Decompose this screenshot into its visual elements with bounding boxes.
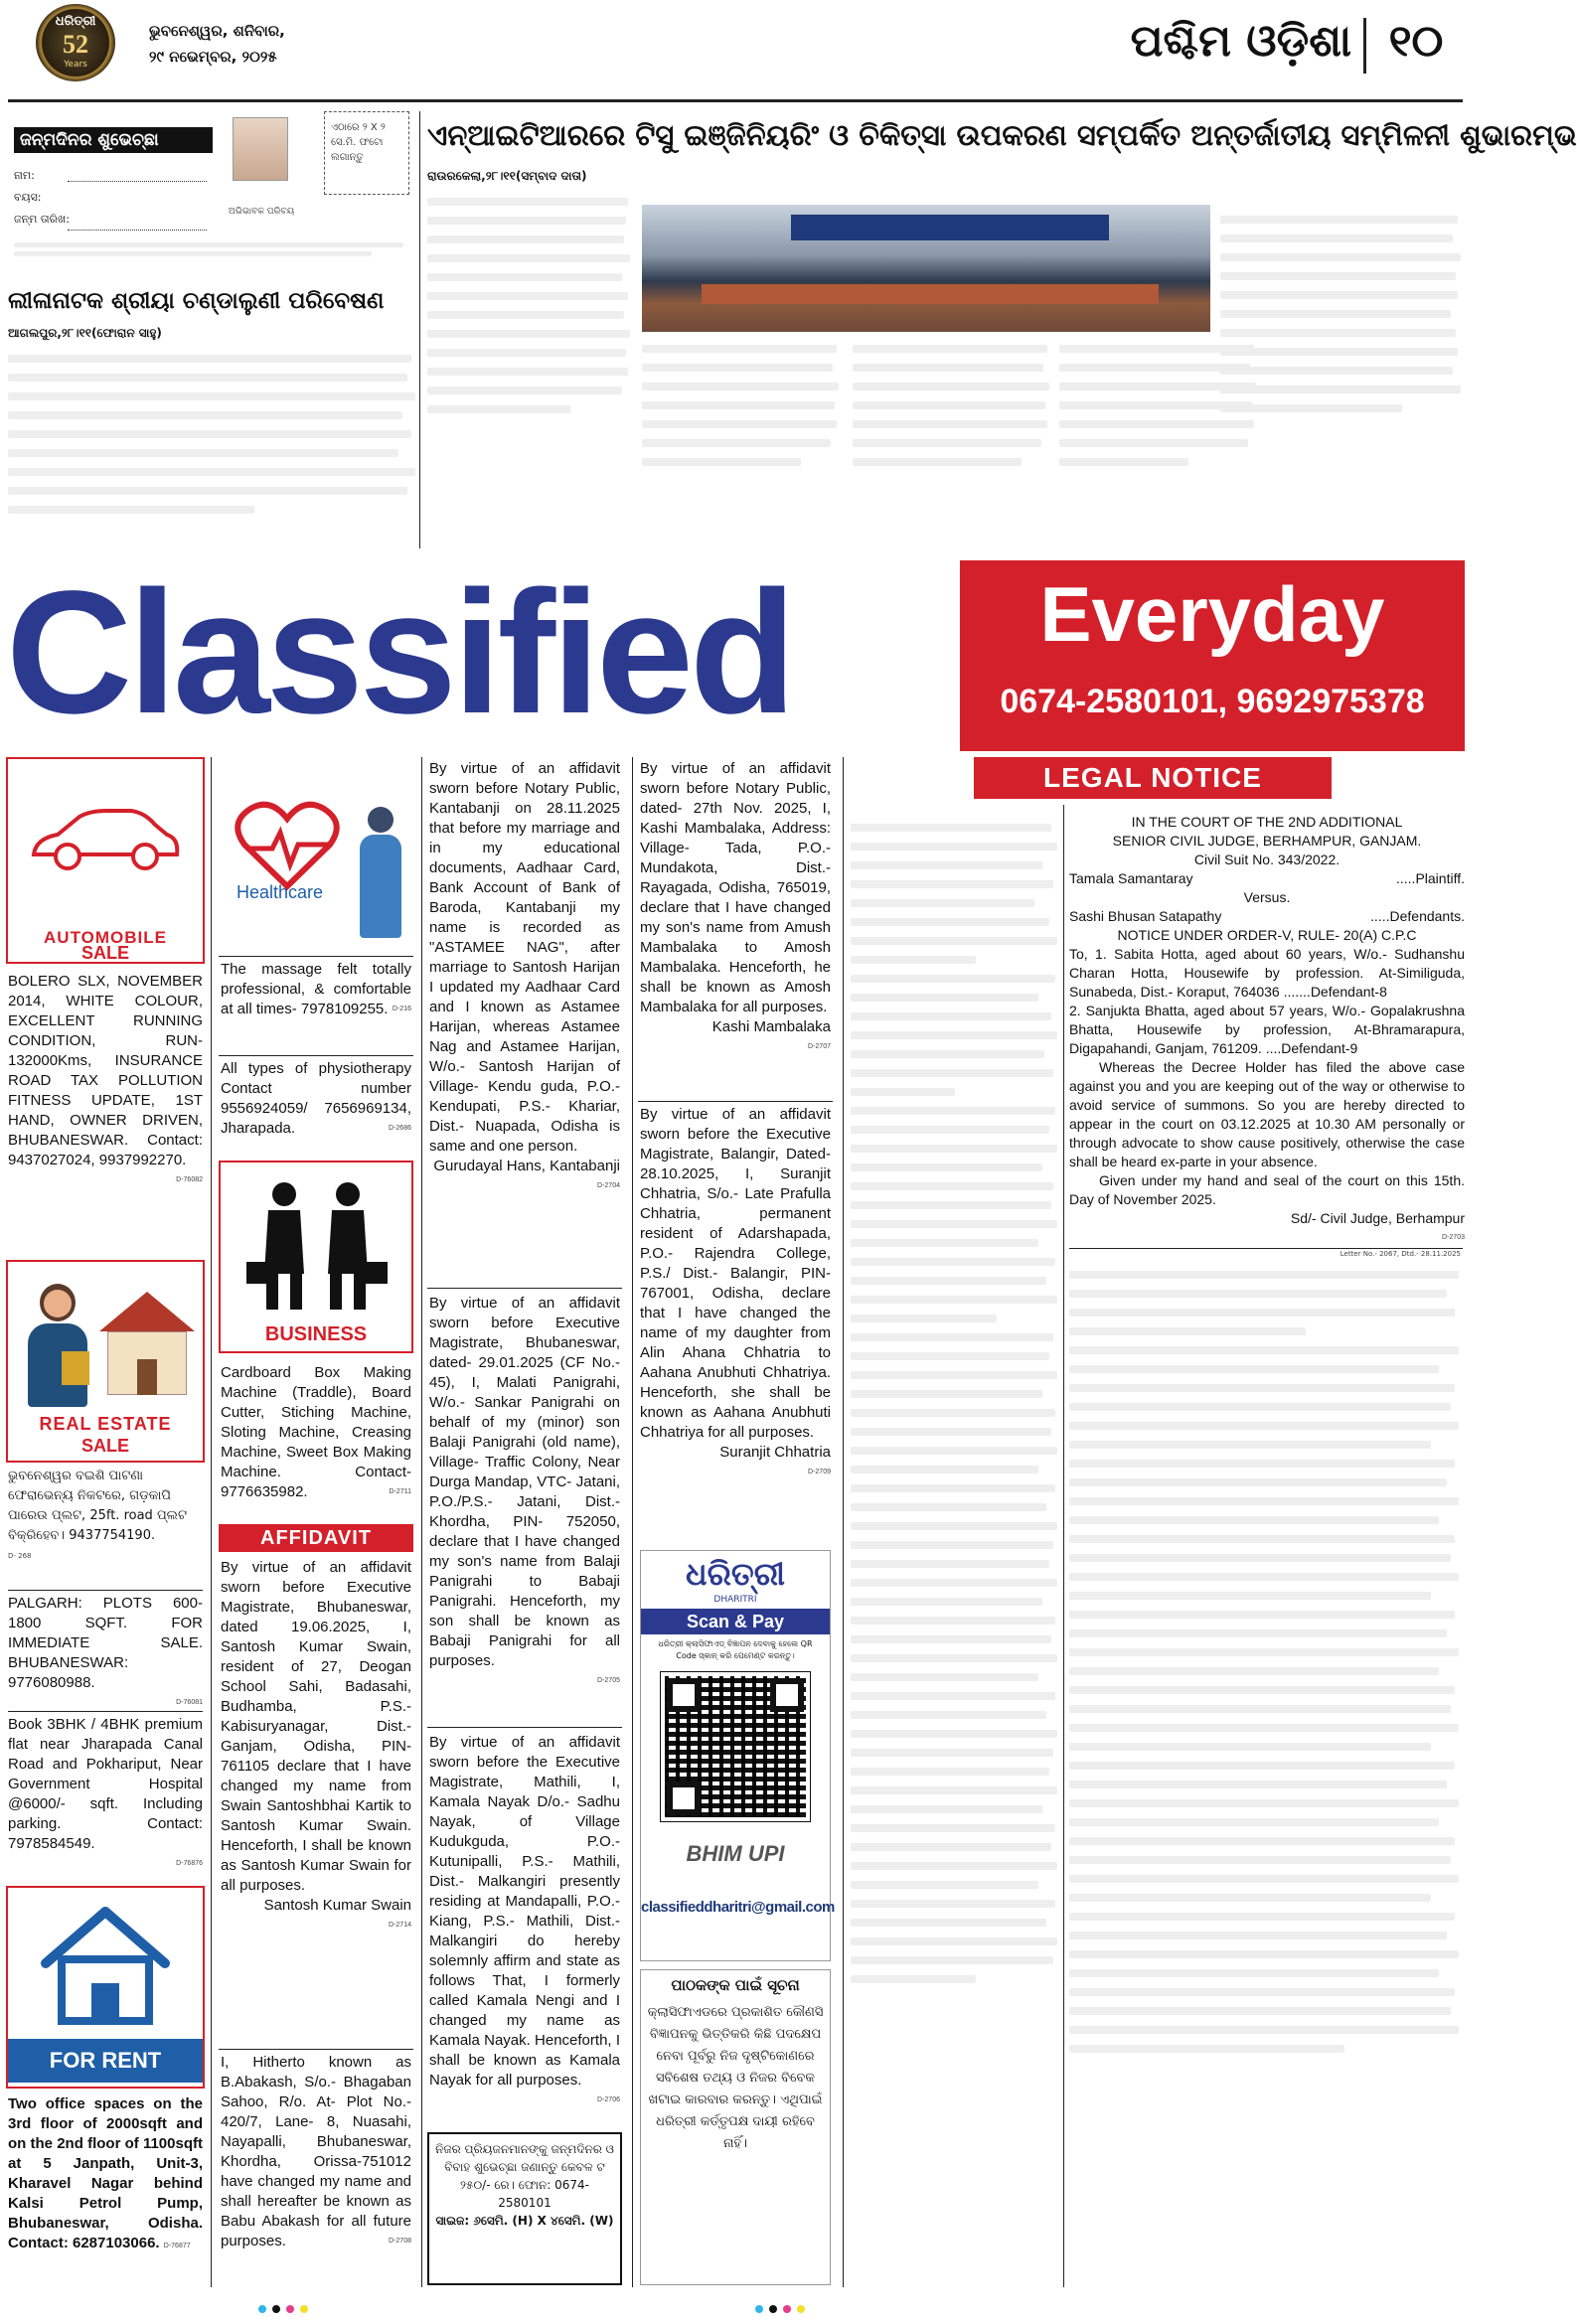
ad-palgarh (8, 1594, 203, 1711)
story-left-body (8, 344, 419, 542)
for-rent-house-icon (8, 1888, 203, 2087)
affidavit-astamee-sig: Gurudayal Hans, Kantabanji (433, 1158, 620, 1174)
rates-notice-size: ସାଇଜ: ୬ସେମି. (H) X ୪ସେମି. (W) (435, 2214, 614, 2228)
birthday-photo (233, 117, 288, 181)
ad-flat (8, 1715, 203, 1882)
legal-notice-bar: LEGAL NOTICE (974, 757, 1332, 799)
classified-banner (6, 555, 1465, 751)
affidavit-bar: AFFIDAVIT (219, 1524, 413, 1552)
affidavit-balaji-text: By virtue of an affidavit sworn before Executive Magistrate, Bhubaneswar, dated- 29.01.2025 (CF No.- 45), I, Malati Panigrahi, W/o.- Sankar Panigrahi on behalf of my (minor) son Balaji Panigrahi (old name), Village- Traffic Colony, Near Durga Mandap, VTC- Jatani, P.O./P.S.- Jatani, Dist.- Khordha, PIN- 752050, declare that I have changed my son's name from Balaji Panigrahi to Babaji Panigrahi. Henceforth, my son shall be known as Babaji Panigrahi for all purposes. (429, 1295, 620, 1669)
rule-c3b (427, 1727, 622, 1728)
affidavit-abakash (221, 2053, 411, 2287)
business-box (219, 1161, 413, 1353)
ad-palgarh-text: PALGARH: PLOTS 600- 1800 SQFT. FOR IMMEDIATE SALE. BHUBANESWAR: 9776080988. (8, 1595, 203, 1691)
court-suit-no: Civil Suit No. 343/2022. (1193, 852, 1340, 867)
court-defendant-row (1069, 907, 1465, 926)
classified-phones: 0674-2580101, 9692975378 (1000, 683, 1425, 720)
classified-email[interactable]: classifieddharitri@gmail.com (641, 1899, 835, 1916)
court-code: D-2703 (1442, 1234, 1465, 1241)
ad-realestate-odia-code: D- 268 (8, 1552, 32, 1560)
ad-bolero (8, 972, 203, 1250)
court-heading-1: IN THE COURT OF THE 2ND ADDITIONAL (1131, 814, 1403, 830)
affidavit-abakash-code: D-2708 (389, 2238, 411, 2245)
automobile-sale: SALE (80, 943, 129, 963)
reader-notice (640, 1969, 831, 2285)
court-to-1: To, 1. Sabita Hotta, aged about 60 years, W/o.- Sudhanshu Charan Hotta, Housewife by profession. At-Similiguda, Sunabeda, Dist.- Koraput, 764036 .......Defendant-8 (1069, 946, 1465, 1000)
qr-code[interactable] (661, 1672, 810, 1821)
affidavit-astamee-code: D-2704 (597, 1182, 620, 1189)
affidavit-aahana-code: D-2709 (808, 1469, 831, 1475)
rule-c1a (8, 1590, 203, 1591)
birthday-form (8, 111, 419, 278)
affidavit-amush-code: D-2707 (808, 1043, 831, 1050)
dateline-main: ରାଉରକେଲା,୨୮।୧୧(ସମ୍ବାଦ ଦାତା) (427, 169, 587, 183)
legal-odia-notice-2 (1069, 1260, 1463, 2293)
ad-flat-code: D-76876 (176, 1860, 203, 1867)
healthcare-label: Healthcare (237, 882, 324, 902)
main-col1 (427, 187, 632, 544)
page-number: ୧୦ (1388, 16, 1444, 67)
masthead-rule (8, 99, 1463, 102)
affidavit-balaji-code: D-2705 (597, 1677, 620, 1684)
birthday-fineprint (14, 238, 411, 260)
healthcare-image (219, 757, 413, 956)
court-given: Given under my hand and seal of the court on this 15th. Day of November 2025. (1069, 1172, 1465, 1207)
scan-pay-label: Scan & Pay (641, 1609, 830, 1634)
ad-realestate-odia-text: ଭୁବନେଶ୍ୱର ବଇଶି ପାଟଣା ଫେରାଭେନ୍ୟ ନିକଟରେ, ଗଡ଼କାପି ପାରେଉ ପ୍ଲଟ, 25ft. road ପ୍ଲଟ ବିକ୍ରିହେବ। 9437754190. (8, 1469, 187, 1543)
affidavit-swain-code: D-2714 (389, 1922, 411, 1929)
everyday-box (960, 560, 1465, 751)
court-defendant: Sashi Bhusan Satapathy (1069, 908, 1222, 924)
letter-no: Letter No.- 2067, Dtd.- 28.11.2025 (1340, 1250, 1461, 1258)
dharitri-scan-logo-sub: DHARITRI (713, 1595, 757, 1605)
court-plaintiff-row (1069, 869, 1465, 888)
ad-box-making-text: Cardboard Box Making Machine (Traddle), Board Cutter, Stiching Machine, Sloting Machine, Creasing Machine, Sweet Box Making Machine. Contact- 9776635982. (221, 1364, 411, 1500)
dharitri-logo (36, 4, 115, 81)
birthday-photo-caption: ଅଭିଭାବକ ପରିଚୟ (228, 207, 295, 217)
affidavit-abakash-text: I, Hitherto known as B.Abakash, S/o.- Bhagaban Sahoo, R/o. At- Plot No.- 420/7, Lane- 8, Nuasahi, Nayapalli, Bhubaneswar, Khordha, Orissa-751012 have changed my name and shall hereafter be known as Babu Abakash for all future purposes. (221, 2054, 411, 2249)
ad-box-making (221, 1363, 411, 1518)
birthday-field-name: ନାମ: (14, 169, 35, 182)
ad-office (8, 2094, 203, 2289)
news-photo (642, 205, 1210, 332)
birthday-field-lines (68, 181, 207, 231)
affidavit-kamala-code: D-2706 (597, 2096, 620, 2103)
rule-c2b (219, 1055, 413, 1056)
headline-left: ଲୀଳାନାଟକ ଶ୍ରୀୟା ଚଣ୍ଡାଲୁଣୀ ପରିବେଷଣ (8, 288, 385, 314)
for-rent-label: FOR RENT (8, 2039, 203, 2083)
car-icon (28, 799, 183, 876)
col-divider-5 (843, 757, 844, 2287)
ad-realestate-odia (8, 1467, 203, 1590)
col-divider-6 (1063, 805, 1064, 2287)
ad-flat-text: Book 3BHK / 4BHK premium flat near Jharapada Canal Road and Pokhariput, Near Government Hospital @6000/- sqft. Including parking. Contact: 7978584549. (8, 1716, 203, 1852)
affidavit-kamala (429, 1733, 620, 2130)
real-estate-sale: SALE (80, 1436, 129, 1456)
dateline-line1: ଭୁବନେଶ୍ୱର, ଶନିବାର, (149, 22, 285, 40)
ad-physio-code: D-2686 (389, 1125, 411, 1132)
bhim-upi-logo: BHIM UPI (686, 1841, 785, 1866)
affidavit-amush-sig: Kashi Mambalaka (711, 1018, 831, 1035)
rule-c2c (219, 2049, 413, 2050)
main-col5 (1220, 205, 1463, 542)
headline-main: ଏନ୍‌ଆଇଟିଆରରେ ଟିସୁ ଇଞ୍ଜିନିୟରିଂ ଓ ଚିକିତ୍ସା ଉପକରଣ ସମ୍ପର୍କିତ ଅନ୍ତର୍ଜାତୀୟ ସମ୍ମିଳନୀ ଶୁଭାରମ୍ଭ (427, 118, 1577, 152)
rates-notice (427, 2132, 622, 2285)
photo-table (702, 284, 1159, 304)
ad-office-code: D-76877 (163, 2243, 191, 2249)
court-versus: Versus. (1243, 889, 1291, 905)
birthday-title: ଜନ୍ମଦିନର ଶୁଭେଚ୍ଛା (14, 127, 213, 153)
dharitri-scan-pay (640, 1550, 835, 1961)
ad-bolero-code: D-76082 (176, 1176, 203, 1183)
photo-banner (791, 215, 1109, 240)
reader-notice-title: ପାଠକଙ୍କ ପାଇଁ ସୂଚନା (671, 1976, 800, 1994)
rule-c7a (1069, 1248, 1463, 1249)
rule-c3a (427, 1288, 622, 1289)
doctor-figure-icon (358, 807, 403, 946)
real-estate-label: REAL ESTATE (39, 1414, 172, 1434)
realtor-figure-icon (22, 1284, 91, 1407)
court-defendant-role: .....Defendants. (1370, 908, 1465, 924)
dharitri-scan-logo: ଧରିତ୍ରୀ (686, 1555, 785, 1593)
affidavit-aahana (640, 1105, 831, 1542)
business-label: BUSINESS (264, 1323, 368, 1345)
masthead-divider (1363, 18, 1366, 74)
logo-text: ଧରିତ୍ରୀ (55, 14, 96, 29)
col-divider-4 (632, 757, 633, 2287)
photo-note: ଏଠାରେ ୨ X ୨ ସେ.ମି. ଫଟୋ ଲଗାନ୍ତୁ (324, 111, 409, 195)
section-title: ପଶ୍ଚିମ ଓଡ଼ିଶା (1130, 16, 1351, 67)
for-rent-box (6, 1886, 205, 2089)
birthday-field-dob: ଜନ୍ମ ତାରିଖ: (14, 213, 70, 226)
affidavit-swain-sig: Santosh Kumar Swain (263, 1897, 411, 1914)
affidavit-amush-text: By virtue of an affidavit sworn before Notary Public, dated- 27th Nov. 2025, I, Kashi Mambalaka, Address: Village- Tada, P.O.- Mundakota, Dist.- Rayagada, Odisha, 765019, declare that I have changed my son's name from Amush Mambalaka to Amosh Mambalaka. Henceforth, he shall be known as Amosh Mambalaka for all purposes. (640, 760, 831, 1015)
affidavit-swain (221, 1558, 411, 2045)
automobile-box (6, 757, 205, 964)
main-col2 (642, 334, 841, 542)
rule-c1b (8, 1711, 203, 1712)
classified-title: Classified (6, 555, 793, 750)
affidavit-aahana-text: By virtue of an affidavit sworn before the Executive Magistrate, Balangir, Dated- 28.10.2025, I, Suranjit Chhatria, S/o.- Late Prafulla Chhatria, permanent resident of Adarshapada, P.O.- Rajendra College, P.S./ Dist.- Balangir, PIN- 767001, Odisha, declare that I have changed the name of my daughter from Alin Ahana Chhatria to Aahana Anubhuti Chhatriya. Henceforth, she shall be known as Aahana Anubhuti Chhatriya for all purposes. (640, 1106, 831, 1441)
registration-marks (258, 2301, 1212, 2317)
legal-odia-notice-1 (851, 813, 1059, 2303)
affidavit-kamala-text: By virtue of an affidavit sworn before the Executive Magistrate, Mathili, I, Kamala Nayak D/o.- Sadhu Nayak, of Village Kudukguda, P.O.- Kutunipalli, P.S.- Mathili, Dist.- Malkangiri presently residing at Mandapalli, P.O.- Kiang, P.S.- Mathili, Dist.- Malkangiri do hereby solemnly affirm and state as follows That, I formerly called Kamala Nengi and I changed my name as Kamala Nayak. Henceforth, I shall be known as Kamala Nayak for all purposes. (429, 1734, 620, 2089)
court-heading-2: SENIOR CIVIL JUDGE, BERHAMPUR, GANJAM. (1112, 833, 1422, 849)
court-plaintiff-role: .....Plaintiff. (1396, 870, 1465, 886)
logo-years: 52 (63, 30, 88, 59)
court-notice (1069, 813, 1465, 1242)
ad-physio (221, 1059, 411, 1159)
court-to-2: 2. Sanjukta Bhatta, aged about 57 years, W/o.- Gopalakrushna Bhatta, Housewife by profession, At-Bhramarapura, Digapahandi, Ganjam, 761209. ....Defendant-9 (1069, 1003, 1465, 1056)
affidavit-astamee-text: By virtue of an affidavit sworn before Notary Public, Kantabanji on 28.11.2025 that before my marriage and in my educational documents, Aadhaar Card, Bank Account of Bank of Baroda, Kantabanji my name is recorded as "ASTAMEE NAG", after marriage to Santosh Harijan I updated my Aadhaar Card and I known as Astamee Harijan, whereas Astamee Nag and Astamee Harijan, W/o.- Santosh Harijan of Village- Kendu guda, P.O.- Kendupati, P.S.- Khariar, Dist.- Nuapada, Odisha is same and one person. (429, 760, 620, 1155)
col-divider-left (419, 111, 420, 548)
court-order: NOTICE UNDER ORDER-V, RULE- 20(A) C.P.C (1117, 927, 1417, 943)
dateline-line2: ୨୯ ନଭେମ୍ବର, ୨୦୨୫ (149, 48, 277, 66)
real-estate-box (6, 1260, 205, 1463)
everyday-label: Everyday (1039, 570, 1385, 658)
business-people-icon (237, 1178, 395, 1314)
affidavit-astamee (429, 759, 620, 1276)
court-sign: Sd/- Civil Judge, Berhampur (1290, 1210, 1465, 1226)
court-plaintiff: Tamala Samantaray (1069, 870, 1193, 886)
heart-icon (233, 797, 342, 896)
reader-notice-body: କ୍ଲାସିଫାଏଡରେ ପ୍ରକାଶିତ କୌଣସି ବିଜ୍ଞାପନକୁ ଭିତ୍ତିକରି କିଛି ପଦକ୍ଷେପ ନେବା ପୂର୍ବରୁ ନିଜ ଦୃଷ୍ଟିକୋଣରେ ସବିଶେଷ ତଥ୍ୟ ଓ ନିଜର ବିବେକ ଖଟାଇ କାରବାର କରନ୍ତୁ। ଏଥିପାଇଁ ଧରିତ୍ରୀ କର୍ତ୍ତୃପକ୍ଷ ଦାୟୀ ରହିବେ ନାହିଁ। (647, 2005, 824, 2151)
ad-massage-code: D-216 (392, 1006, 411, 1012)
rule-c2a (219, 956, 413, 957)
col-divider-3 (421, 757, 422, 2287)
rates-notice-body: ନିଜର ପ୍ରିୟଜନମାନଙ୍କୁ ଜନ୍ମଦିନର ଓ ବିବାହ ଶୁଭେଚ୍ଛା ଜଣାନ୍ତୁ କେବଳ ଟ ୨୫୦/- ରେ। ଫୋନ: 0674-2580101 (435, 2142, 614, 2210)
ad-massage-text: The massage felt totally professional, & comfortable at all times- 7978109255. (221, 961, 411, 1017)
ad-office-text: Two office spaces on the 3rd floor of 2000sqft and on the 2nd floor of 1100sqft at 5 Janpath, Unit-3, Kharavel Nagar behind Kalsi Petrol Pump, Bhubaneswar, Odisha. Contact: 6287103066. (8, 2095, 203, 2251)
affidavit-aahana-sig: Suranjit Chhatria (719, 1444, 831, 1461)
automobile-label: AUTOMOBILE (44, 928, 167, 947)
affidavit-amush (640, 759, 831, 1097)
ad-physio-text: All types of physiotherapy Contact number 9556924059/ 7656969134, Jharapada. (221, 1060, 411, 1137)
ad-palgarh-code: D-76081 (176, 1699, 203, 1706)
house-icon (99, 1292, 195, 1401)
dateline-left: ଆଗଲପୁର,୨୮।୧୧(ଫୋରାନ ସାହୁ) (8, 326, 162, 340)
main-col3 (853, 334, 1051, 542)
ad-bolero-text: BOLERO SLX, NOVEMBER 2014, WHITE COLOUR, EXCELLENT RUNNING CONDITION, RUN- 132000Kms, INSURANCE ROAD TAX POLLUTION FITNESS UPDATE, 1ST HAND, OWNER DRIVEN, BHUBANESWAR. Contact: 9437027024, 9937992270. (8, 973, 203, 1168)
scan-pay-note: ଧରିତ୍ରୀ କ୍ଲାସିଫାଏଡ୍ ବିଜ୍ଞାପନ ଦେବାକୁ ହେଲେ QR Code ସ୍କାନ୍ କରି ପେମେଣ୍ଟ କରନ୍ତୁ। (658, 1639, 813, 1660)
affidavit-balaji (429, 1294, 620, 1725)
logo-years-label: Years (64, 60, 87, 70)
ad-massage (221, 960, 411, 1055)
ad-box-making-code: D-2711 (389, 1488, 411, 1495)
court-body: Whereas the Decree Holder has filed the above case against you and you are keeping out of the way or otherwise to avoid service of summons. So you are hereby directed to appear in the court on 03.12.2025 at 10.30 AM personally or through advocate to show cause positively, otherwise the case shall be heard ex-parte in your absence. (1069, 1059, 1465, 1169)
rule-c4a (638, 1101, 833, 1102)
birthday-field-age: ବୟସ: (14, 191, 42, 204)
col-divider-2 (211, 757, 212, 2287)
affidavit-swain-text: By virtue of an affidavit sworn before Executive Magistrate, Bhubaneswar, dated 19.06.2025, I, Santosh Kumar Swain, resident of 27, Deogan School Sahi, Badasahi, Budhamba, P.S.- Kabisuryanagar, Dist.- Ganjam, Odisha, PIN- 761105 declare that I have changed my name from Swain Santoshbhai Kartik to Santosh Kumar Swain. Henceforth, I shall be known as Santosh Kumar Swain for all purposes. (221, 1559, 411, 1894)
